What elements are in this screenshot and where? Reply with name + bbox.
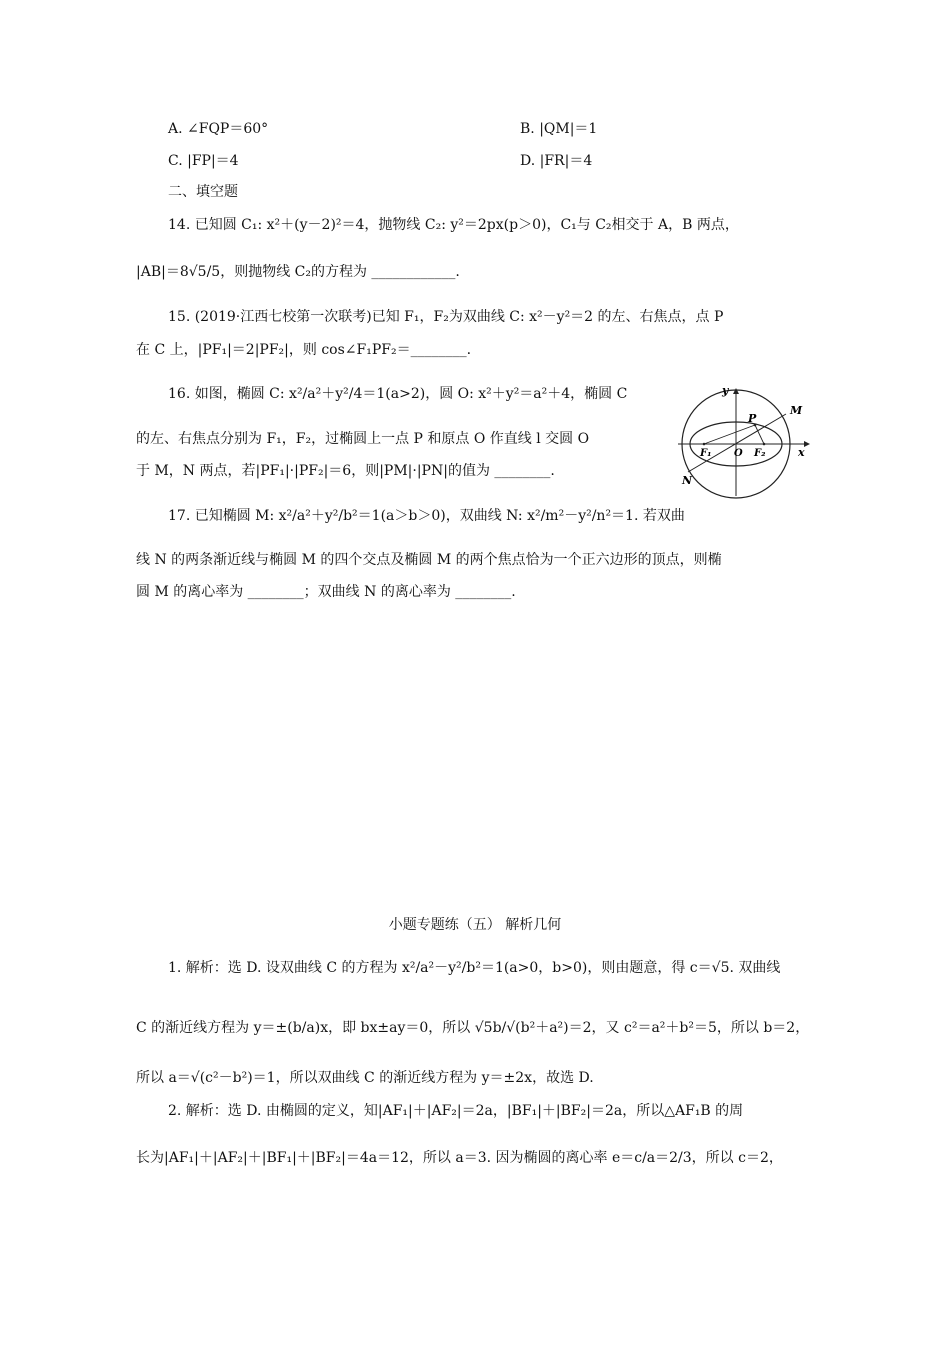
q17-line-2: 线 N 的两条渐近线与椭圆 M 的四个交点及椭圆 M 的两个焦点恰为一个正六边形的顶点，则椭 [136,552,722,568]
q15-line-1: 15. (2019·江西七校第一次联考)已知 F₁，F₂为双曲线 C: x²－y²＝2 的左、右焦点，点 P [168,309,724,325]
point-f1 [703,443,706,446]
label-y: y [722,384,729,397]
pf1-segment [704,425,755,444]
q15-line-2: 在 C 上，|PF₁|＝2|PF₂|，则 cos∠F₁PF₂＝________. [136,342,472,358]
q17-line-1: 17. 已知椭圆 M: x²/a²＋y²/b²＝1(a＞b＞0)，双曲线 N: x²/m²－y²/n²＝1. 若双曲 [168,508,685,524]
label-x: x [798,446,805,459]
q16-line-1: 16. 如图，椭圆 C: x²/a²＋y²/4＝1(a>2)，圆 O: x²＋y²＝a²＋4，椭圆 C [168,386,628,402]
y-axis-arrow [733,388,739,394]
x-axis-arrow [804,441,810,447]
point-f2 [763,443,766,446]
ans1-line-2: C 的渐近线方程为 y＝±(b/a)x，即 bx±ay＝0，所以 √5b/√(b²＋a²)＝2，又 c²＝a²＋b²＝5，所以 b＝2， [136,1020,810,1036]
q16-line-3: 于 M，N 两点，若|PF₁|·|PF₂|＝6，则|PM|·|PN|的值为 ________. [136,463,555,479]
label-m: M [790,404,803,417]
q16-line-2: 的左、右焦点分别为 F₁，F₂，过椭圆上一点 P 和原点 O 作直线 l 交圆 O [136,431,590,447]
label-o: O [734,448,743,459]
ans1-line-3: 所以 a＝√(c²－b²)＝1，所以双曲线 C 的渐近线方程为 y＝±2x，故选 D. [136,1070,594,1086]
answer-section-title: 小题专题练（五） 解析几何 [388,917,562,933]
option-d: D. |FR|＝4 [520,153,593,169]
ans1-line-1: 1. 解析：选 D. 设双曲线 C 的方程为 x²/a²－y²/b²＝1(a>0，b>0)，则由题意，得 c＝√5. 双曲线 [168,960,781,976]
ellipse-circle-figure [672,380,812,500]
option-a: A. ∠FQP＝60° [168,121,269,137]
line-l [688,414,786,472]
section-title: 二、填空题 [168,184,238,200]
label-f2: F₂ [754,448,766,459]
ans2-line-2: 长为|AF₁|＋|AF₂|＋|BF₁|＋|BF₂|＝4a＝12，所以 a＝3. 因为椭圆的离心率 e＝c/a＝2/3，所以 c＝2， [136,1150,783,1166]
q14-line-2: |AB|＝8√5/5，则抛物线 C₂的方程为 ____________. [136,264,460,280]
q17-line-3: 圆 M 的离心率为 ________；双曲线 N 的离心率为 ________. [136,584,516,600]
ans2-line-1: 2. 解析：选 D. 由椭圆的定义，知|AF₁|＋|AF₂|＝2a，|BF₁|＋|BF₂|＝2a，所以△AF₁B 的周 [168,1103,744,1119]
option-b: B. |QM|＝1 [520,121,598,137]
label-n: N [682,474,693,487]
label-p: P [748,412,757,425]
label-f1: F₁ [700,448,712,459]
q14-line-1: 14. 已知圆 C₁: x²＋(y－2)²＝4，抛物线 C₂: y²＝2px(p＞0)，C₁与 C₂相交于 A，B 两点， [168,217,739,233]
option-c: C. |FP|＝4 [168,153,239,169]
